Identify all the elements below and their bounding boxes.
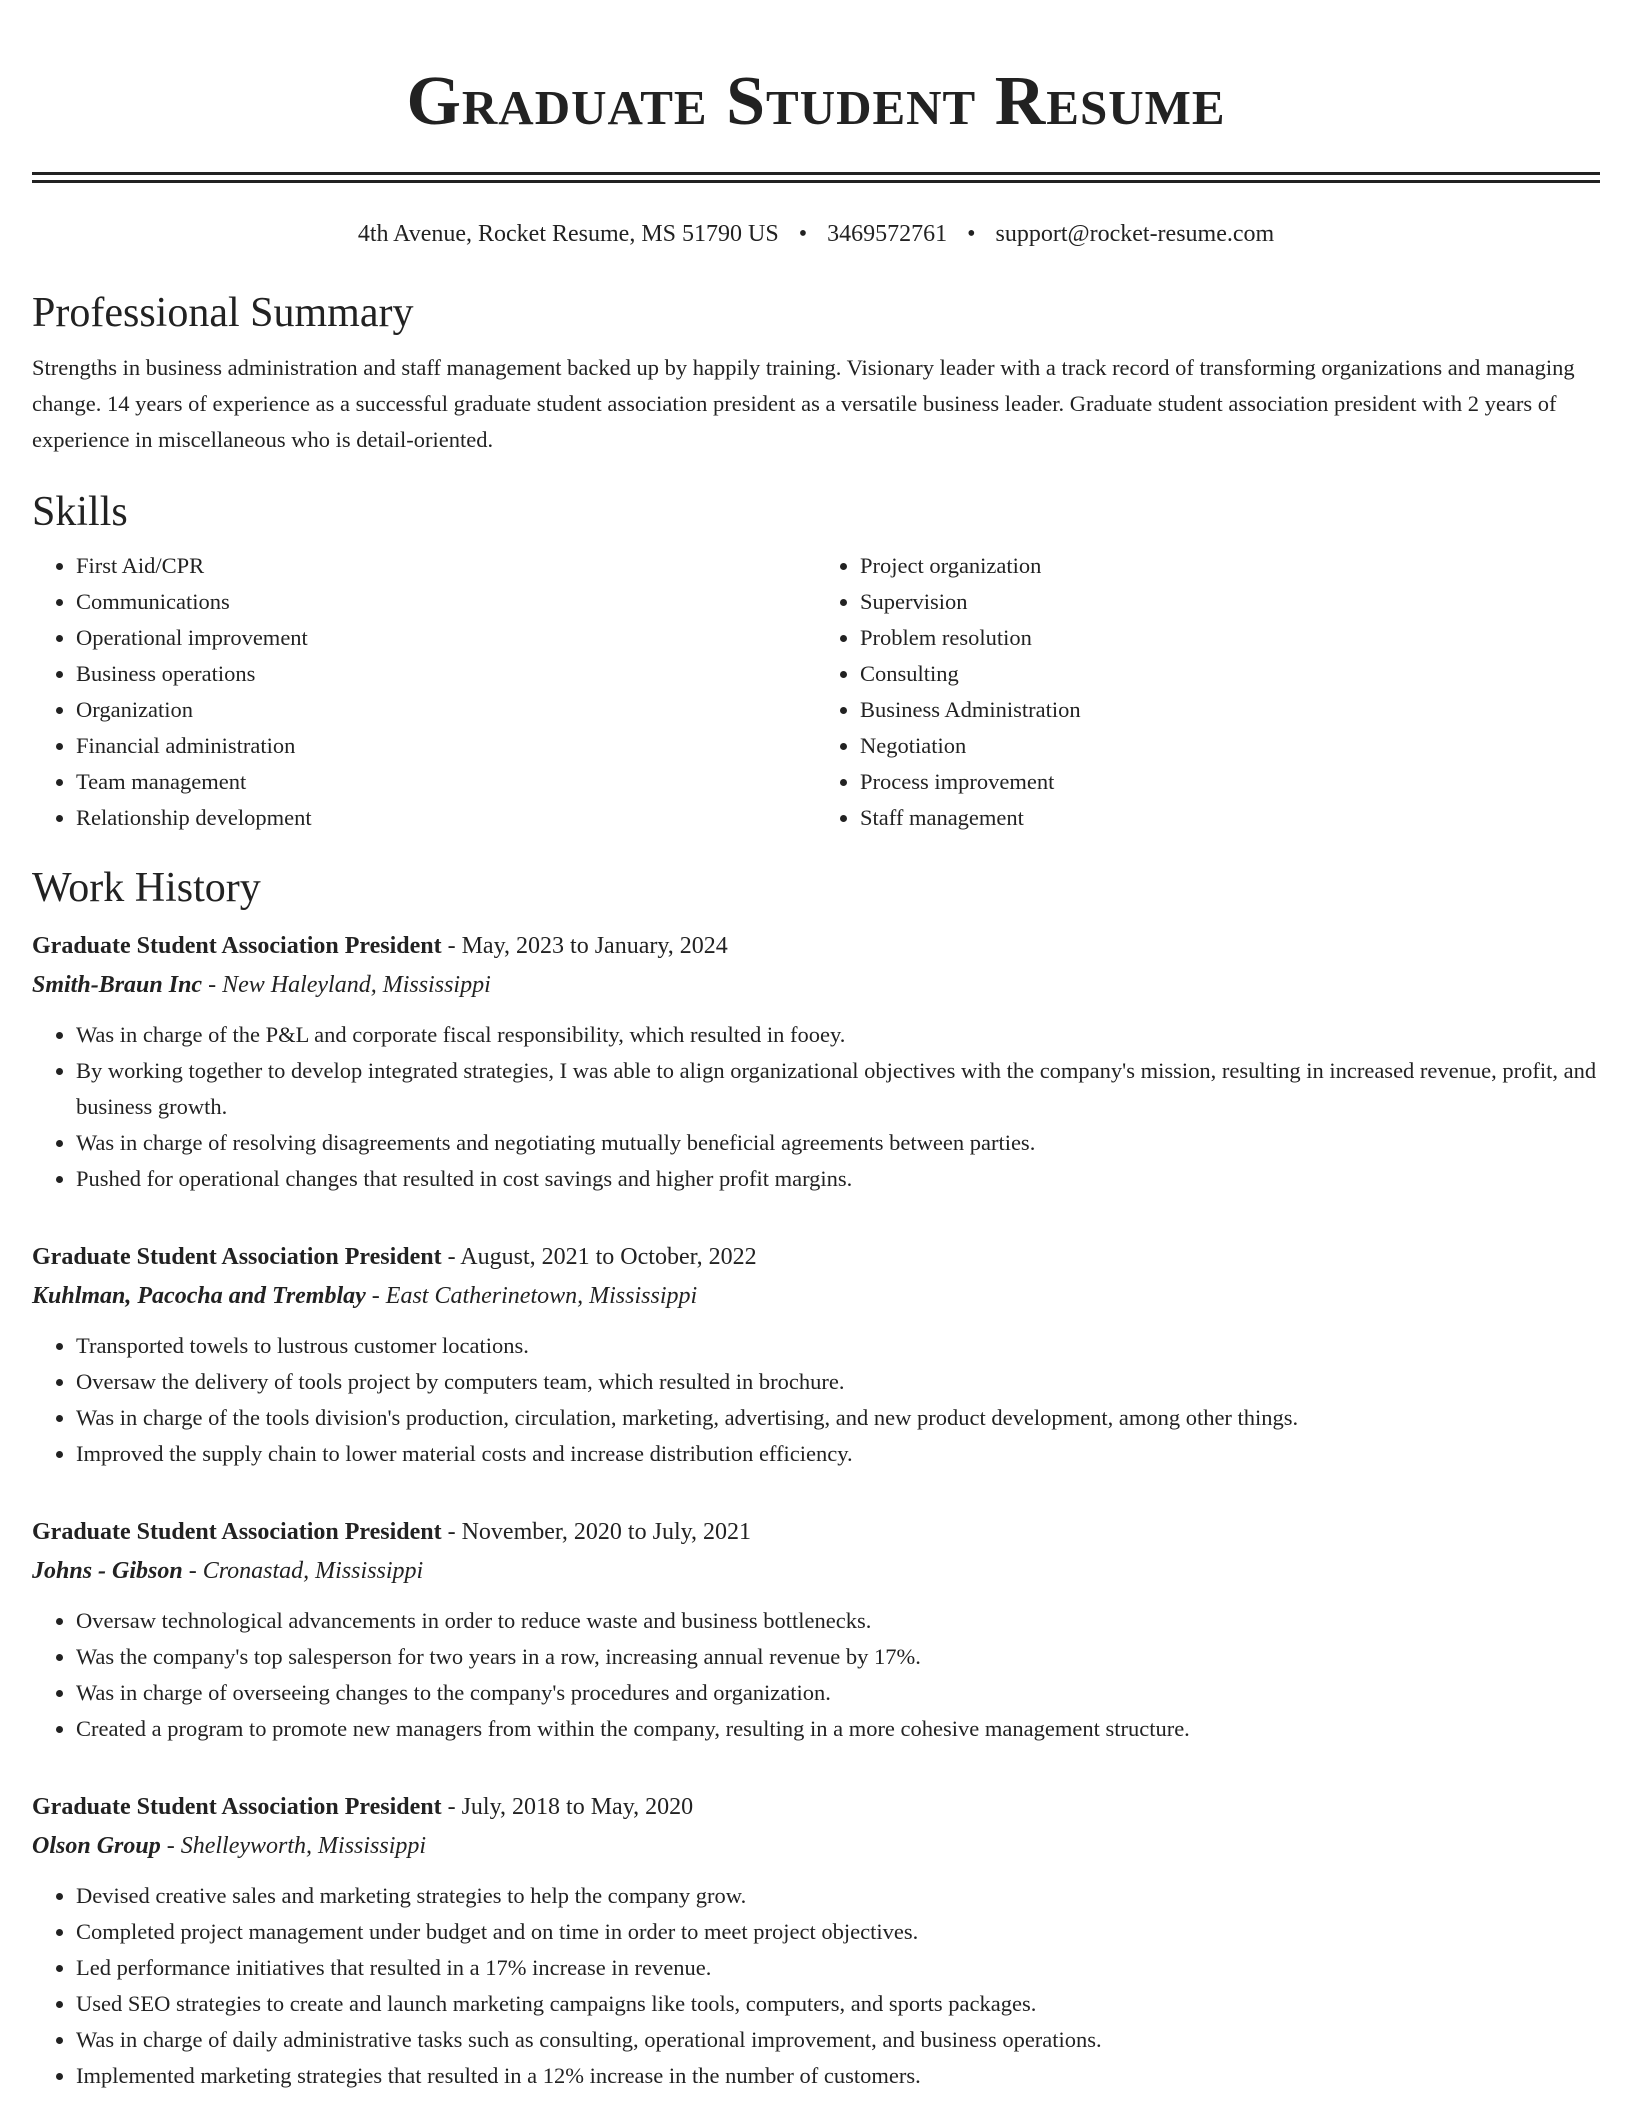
skill-item: • Relationship development (76, 800, 816, 836)
contact-separator: • (967, 221, 976, 247)
skills-section (32, 486, 1600, 836)
job-dash: - (447, 1794, 456, 1820)
job-duties (32, 1878, 1600, 2094)
job-dash: - (166, 1833, 175, 1859)
duty-item: • Pushed for operational changes that resulted in cost savings and higher profit margins. (76, 1161, 1600, 1197)
skill-item: • Consulting (860, 656, 1600, 692)
summary-section (32, 287, 1600, 458)
duty-item: • Transported towels to lustrous customer locations. (76, 1328, 1600, 1364)
duty-item: • Led performance initiatives that resulted in a 17% increase in revenue. (76, 1950, 1600, 1986)
title-double-rule (32, 172, 1600, 183)
job-entry (32, 1239, 1600, 1472)
skill-item: • Team management (76, 764, 816, 800)
contact-address: 4th Avenue, Rocket Resume, MS 51790 US (357, 221, 779, 247)
skills-grid (32, 548, 1600, 836)
job-dash: - (447, 1519, 456, 1545)
work-history-section (32, 862, 1600, 2094)
resume-title: Graduate Student Resume (406, 63, 1226, 140)
skill-item: • Project organization (860, 548, 1600, 584)
job-location: Shelleyworth, Mississippi (180, 1833, 427, 1859)
summary-heading: Professional Summary (32, 290, 414, 336)
contact-phone: 3469572761 (827, 221, 948, 247)
job-dash: - (208, 972, 217, 998)
job-dash: - (447, 1244, 456, 1270)
duty-item: • Was in charge of the tools division's production, circulation, marketing, advertising, and new product development, among other things. (76, 1400, 1600, 1436)
job-header (32, 1789, 1600, 1825)
skill-item: • Staff management (860, 800, 1600, 836)
duty-item: • Devised creative sales and marketing strategies to help the company grow. (76, 1878, 1600, 1914)
job-duties (32, 1603, 1600, 1747)
resume-page (32, 0, 1600, 2094)
duty-item: • Was the company's top salesperson for two years in a row, increasing annual revenue by 17%. (76, 1639, 1600, 1675)
job-duties (32, 1017, 1600, 1197)
job-location: New Haleyland, Mississippi (222, 972, 491, 998)
duty-item: • By working together to develop integrated strategies, I was able to align organizational objectives with the company's mission, resulting in increased revenue, profit, and business growth. (76, 1053, 1600, 1125)
duty-item: • Created a program to promote new managers from within the company, resulting in a more cohesive management structure. (76, 1711, 1600, 1747)
skills-heading: Skills (32, 489, 128, 535)
job-company: Smith-Braun Inc (32, 972, 203, 998)
skill-item: • First Aid/CPR (76, 548, 816, 584)
job-dash: - (447, 933, 456, 959)
skills-column-right (816, 548, 1600, 836)
job-header (32, 1514, 1600, 1550)
job-role: Graduate Student Association President (32, 1519, 442, 1545)
duty-item: • Was in charge of overseeing changes to the company's procedures and organization. (76, 1675, 1600, 1711)
job-location: East Catherinetown, Mississippi (385, 1283, 698, 1309)
duty-item: • Was in charge of resolving disagreements and negotiating mutually beneficial agreements between parties. (76, 1125, 1600, 1161)
contact-separator: • (798, 221, 808, 247)
skill-item: • Organization (76, 692, 816, 728)
skill-item: • Operational improvement (76, 620, 816, 656)
job-dates: November, 2020 to July, 2021 (461, 1519, 752, 1545)
duty-item: • Implemented marketing strategies that resulted in a 12% increase in the number of customers. (76, 2058, 1600, 2094)
skill-item: • Business operations (76, 656, 816, 692)
job-location: Cronastad, Mississippi (202, 1558, 424, 1584)
summary-text: Strengths in business administration and staff management backed up by happily training. Visionary leader with a track record of transforming organizations and managing change. 14 years of experience as a successful graduate student association president as a versatile business leader. Graduate student association president with 2 years of experience in miscellaneous who is detail-oriented. (32, 355, 1575, 452)
duty-item: • Improved the supply chain to lower material costs and increase distribution efficiency. (76, 1436, 1600, 1472)
job-entry (32, 1514, 1600, 1747)
duty-item: • Was in charge of daily administrative tasks such as consulting, operational improvement, and business operations. (76, 2022, 1600, 2058)
duty-item: • Completed project management under budget and on time in order to meet project objectives. (76, 1914, 1600, 1950)
job-header (32, 928, 1600, 964)
job-company-line (32, 1553, 1600, 1589)
skill-item: • Business Administration (860, 692, 1600, 728)
skill-item: • Problem resolution (860, 620, 1600, 656)
contact-line (32, 219, 1600, 249)
job-entry (32, 1789, 1600, 2094)
job-dates: May, 2023 to January, 2024 (461, 933, 728, 959)
work-history-heading: Work History (32, 865, 261, 911)
job-company: Johns - Gibson (32, 1558, 183, 1584)
duty-item: • Oversaw technological advancements in order to reduce waste and business bottlenecks. (76, 1603, 1600, 1639)
duty-item: • Used SEO strategies to create and launch marketing campaigns like tools, computers, and sports packages. (76, 1986, 1600, 2022)
job-list (32, 928, 1600, 2094)
job-entry (32, 928, 1600, 1197)
job-company-line (32, 967, 1600, 1003)
job-company: Olson Group (32, 1833, 161, 1859)
job-header (32, 1239, 1600, 1275)
skill-item: • Process improvement (860, 764, 1600, 800)
job-dash: - (188, 1558, 197, 1584)
job-duties (32, 1328, 1600, 1472)
job-role: Graduate Student Association President (32, 1794, 442, 1820)
skill-item: • Communications (76, 584, 816, 620)
job-dash: - (371, 1283, 380, 1309)
duty-item: • Oversaw the delivery of tools project by computers team, which resulted in brochure. (76, 1364, 1600, 1400)
job-company-line (32, 1828, 1600, 1864)
job-company: Kuhlman, Pacocha and Tremblay (32, 1283, 366, 1309)
job-dates: July, 2018 to May, 2020 (461, 1794, 694, 1820)
duty-item: • Was in charge of the P&L and corporate fiscal responsibility, which resulted in fooey. (76, 1017, 1600, 1053)
job-role: Graduate Student Association President (32, 1244, 442, 1270)
skills-column-left (32, 548, 816, 836)
skill-item: • Negotiation (860, 728, 1600, 764)
skill-item: • Financial administration (76, 728, 816, 764)
contact-email: support@rocket-resume.com (995, 221, 1275, 247)
skill-item: • Supervision (860, 584, 1600, 620)
job-company-line (32, 1278, 1600, 1314)
job-role: Graduate Student Association President (32, 933, 442, 959)
job-dates: August, 2021 to October, 2022 (460, 1244, 757, 1270)
